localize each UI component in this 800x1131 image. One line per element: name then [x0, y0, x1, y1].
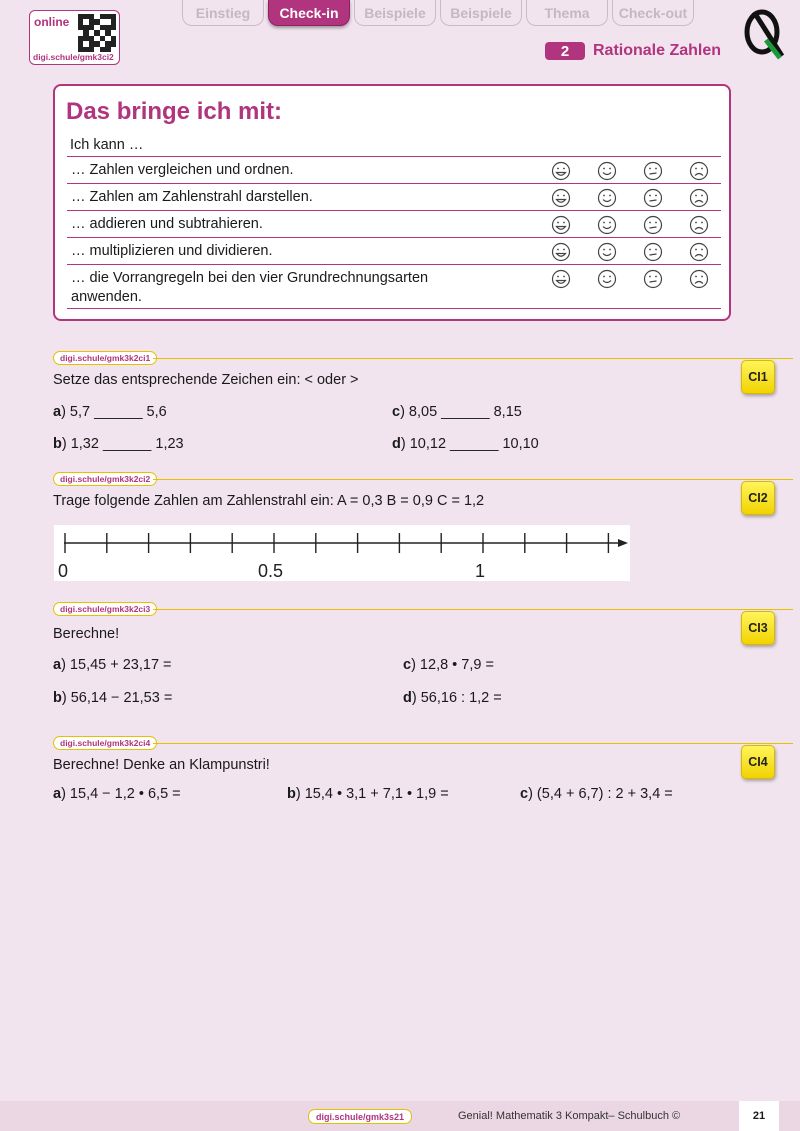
task-part [392, 404, 522, 420]
neutral-face-icon[interactable] [643, 269, 663, 289]
happy-face-icon[interactable] [597, 242, 617, 262]
very-happy-face-icon[interactable] [551, 242, 571, 262]
part-text: ) 10,12 ______ 10,10 [400, 436, 539, 452]
chapter-number: 2 [545, 42, 585, 60]
book-title: Genial! Mathematik 3 Kompakt– Schulbuch © [458, 1110, 681, 1122]
self-check-row [67, 156, 721, 183]
part-label: b [53, 690, 62, 706]
very-happy-face-icon[interactable] [551, 215, 571, 235]
task-badge: CI1 [741, 360, 775, 394]
happy-face-icon[interactable] [597, 215, 617, 235]
task-link[interactable]: digi.schule/gmk3k2ci2 [53, 472, 157, 486]
tab-beispiele-2[interactable]: Beispiele [440, 0, 522, 26]
task-badge: CI2 [741, 481, 775, 515]
self-check-item: … Zahlen am Zahlenstrahl darstellen. [71, 189, 313, 205]
page-number: 21 [739, 1101, 779, 1131]
sad-face-icon[interactable] [689, 242, 709, 262]
self-check-intro: Ich kann … [70, 137, 144, 153]
happy-face-icon[interactable] [597, 188, 617, 208]
tab-thema[interactable]: Thema [526, 0, 608, 26]
self-check-title: Das bringe ich mit: [66, 98, 283, 125]
very-happy-face-icon[interactable] [551, 269, 571, 289]
neutral-face-icon[interactable] [643, 215, 663, 235]
part-label: b [287, 786, 296, 802]
neutral-face-icon[interactable] [643, 161, 663, 181]
task-link[interactable]: digi.schule/gmk3k2ci3 [53, 602, 157, 616]
self-check-item: … Zahlen vergleichen und ordnen. [71, 162, 294, 178]
part-label: d [392, 436, 401, 452]
task-part [403, 657, 494, 673]
number-line-label-half: 0.5 [258, 561, 284, 581]
task-instruction: Trage folgende Zahlen am Zahlenstrahl ein: A = 0,3 B = 0,9 C = 1,2 [53, 493, 485, 509]
very-happy-face-icon[interactable] [551, 188, 571, 208]
divider [153, 743, 793, 744]
part-text: ) 8,05 ______ 8,15 [400, 404, 522, 420]
happy-face-icon[interactable] [597, 269, 617, 289]
publisher-logo-icon [742, 6, 788, 60]
task-instruction: Berechne! Denke an Klampunstri! [53, 757, 270, 773]
rating-faces [551, 242, 709, 262]
footer-link[interactable]: digi.schule/gmk3s21 [308, 1109, 412, 1124]
section-tabs [182, 0, 694, 26]
task-part [520, 786, 673, 802]
tab-einstieg[interactable]: Einstieg [182, 0, 264, 26]
part-text: ) 56,16 : 1,2 = [411, 690, 502, 706]
part-text: ) (5,4 + 6,7) : 2 + 3,4 = [528, 786, 673, 802]
self-check-row [67, 237, 721, 264]
part-label: c [403, 657, 412, 673]
rating-faces [551, 215, 709, 235]
sad-face-icon[interactable] [689, 161, 709, 181]
neutral-face-icon[interactable] [643, 242, 663, 262]
very-happy-face-icon[interactable] [551, 161, 571, 181]
tab-check-in[interactable]: Check-in [268, 0, 350, 26]
task-badge: CI4 [741, 745, 775, 779]
part-text: ) 15,4 − 1,2 • 6,5 = [61, 786, 181, 802]
number-line [54, 525, 630, 581]
task-instruction: Setze das entsprechende Zeichen ein: < oder > [53, 372, 359, 388]
number-line-label-0: 0 [58, 561, 69, 581]
self-check-item: … multiplizieren und dividieren. [71, 243, 273, 259]
online-badge[interactable] [29, 10, 120, 65]
part-text: ) 15,4 • 3,1 + 7,1 • 1,9 = [295, 786, 449, 802]
part-text: ) 12,8 • 7,9 = [411, 657, 494, 673]
part-text: ) 5,7 ______ 5,6 [61, 404, 167, 420]
task-instruction: Berechne! [53, 626, 120, 642]
self-check-box [53, 84, 731, 321]
rating-faces [551, 188, 709, 208]
sad-face-icon[interactable] [689, 269, 709, 289]
chapter-heading [545, 42, 721, 60]
self-check-row [67, 210, 721, 237]
online-label: online [34, 15, 70, 29]
task-badge: CI3 [741, 611, 775, 645]
neutral-face-icon[interactable] [643, 188, 663, 208]
tab-check-out[interactable]: Check-out [612, 0, 694, 26]
sad-face-icon[interactable] [689, 215, 709, 235]
sad-face-icon[interactable] [689, 188, 709, 208]
task-part [392, 436, 539, 452]
self-check-row [67, 183, 721, 210]
self-check-item: … addieren und subtrahieren. [71, 216, 263, 232]
tab-beispiele-1[interactable]: Beispiele [354, 0, 436, 26]
part-label: c [392, 404, 401, 420]
part-label: d [403, 690, 412, 706]
task-link[interactable]: digi.schule/gmk3k2ci1 [53, 351, 157, 365]
rating-faces [551, 161, 709, 181]
divider [153, 609, 793, 610]
task-part [53, 404, 167, 420]
task-link[interactable]: digi.schule/gmk3k2ci4 [53, 736, 157, 750]
part-text: ) 56,14 − 21,53 = [61, 690, 173, 706]
part-label: b [53, 436, 62, 452]
part-label: a [53, 404, 62, 420]
number-line-svg [54, 525, 630, 581]
qr-code-icon [78, 14, 116, 52]
part-label: a [53, 786, 62, 802]
task-part [53, 657, 172, 673]
task-part [287, 786, 449, 802]
part-label: c [520, 786, 529, 802]
divider [153, 358, 793, 359]
online-link[interactable]: digi.schule/gmk3ci2 [33, 52, 114, 62]
happy-face-icon[interactable] [597, 161, 617, 181]
rating-faces [551, 269, 709, 289]
number-line-label-1: 1 [475, 561, 486, 581]
task-part [53, 786, 181, 802]
task-part [403, 690, 502, 706]
part-text: ) 1,32 ______ 1,23 [61, 436, 184, 452]
task-part [53, 436, 184, 452]
task-part [53, 690, 172, 706]
divider [153, 479, 793, 480]
part-text: ) 15,45 + 23,17 = [61, 657, 172, 673]
self-check-item: … die Vorrangregeln bei den vier Grundrechnungsarten anwenden. [71, 270, 429, 305]
chapter-title: Rationale Zahlen [593, 42, 722, 59]
part-label: a [53, 657, 62, 673]
page-footer [0, 1101, 800, 1131]
self-check-row [67, 264, 721, 309]
